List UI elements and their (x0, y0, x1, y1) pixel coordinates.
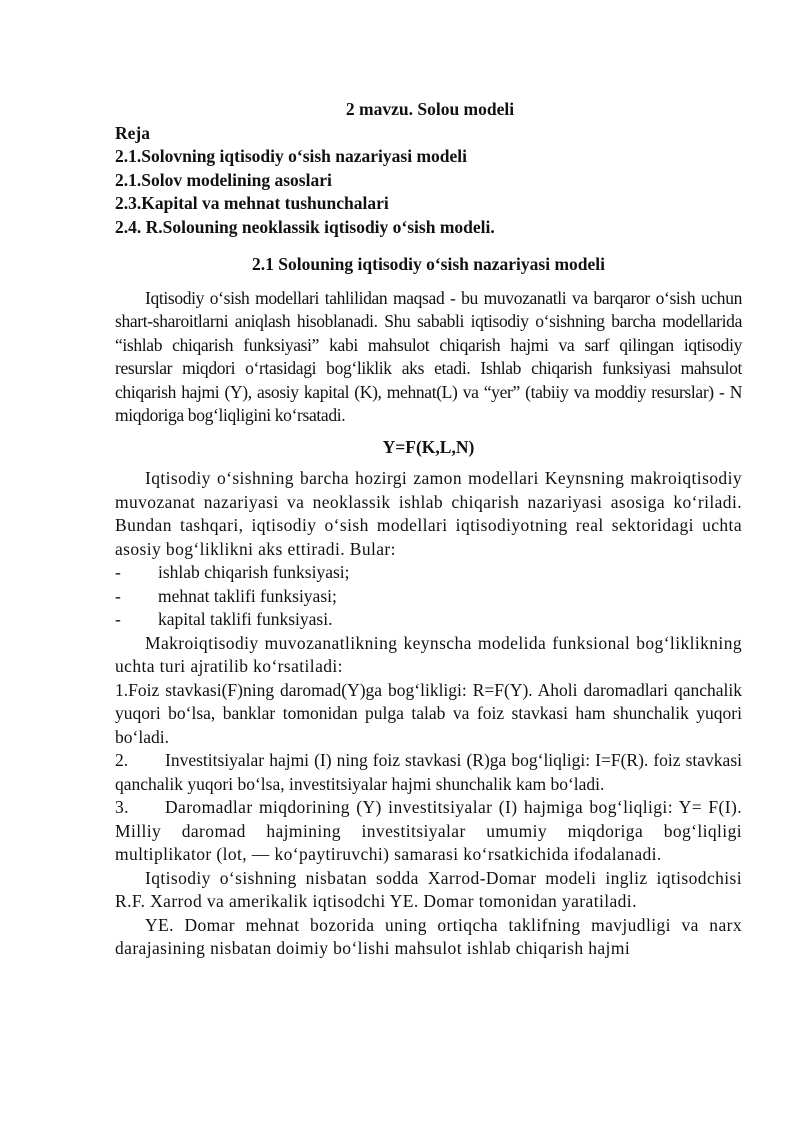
item-number: 2. (115, 750, 129, 770)
plan-item: 2.1.Solov modelining asoslari (115, 169, 332, 190)
list-item-text: kapital taklifi funksiyasi. (158, 609, 333, 629)
list-item-text: ishlab chiqarish funksiyasi; (158, 562, 350, 582)
list-item (115, 608, 742, 632)
document-page (115, 98, 742, 961)
paragraph: Makroiqtisodiy muvozanatlikning keynscha modelida funksional bog‘liklikning uchta turi ajratilib ko‘rsatiladi: (115, 632, 742, 676)
paragraph: YE. Domar mehnat bozorida uning ortiqcha taklifning mavjudligi va narx darajasining nisbatan doimiy bo‘lishi mahsulot ishlab chiqarish hajmi (115, 914, 742, 958)
numbered-paragraph: 1.Foiz stavkasi(F)ning daromad(Y)ga bog‘likligi: R=F(Y). Aholi daromadlari qanchalik yuqori bo‘lsa, banklar tomonidan pulga talab va foiz stavkasi ham shunchalik yuqori bo‘ladi. (115, 679, 742, 747)
paragraph: Iqtisodiy o‘sishning barcha hozirgi zamon modellari Keynsning makroiqtisodiy muvozanat nazariyasi va neoklassik ishlab chiqarish nazariyasi asosiga ko‘riladi. Bundan tashqari, iqtisodiy o‘sish modellari iqtisodiyotning real sektoridagi uchta asosiy bog‘liklikni aks ettiradi. Bular: (115, 468, 742, 559)
plan-item: 2.3.Kapital va mehnat tushunchalari (115, 193, 389, 213)
plan-item: 2.1.Solovning iqtisodiy o‘sish nazariyasi modeli (115, 146, 468, 166)
item-number: 3. (115, 797, 129, 817)
list-item-text: mehnat taklifi funksiyasi; (158, 585, 337, 606)
numbered-paragraph-text: Investitsiyalar hajmi (I) ning foiz stavkasi (R)ga bog‘liqligi: I=F(R). foiz stavkasi qanchalik yuqori bo‘lsa, investitsiyalar hajmi shunchalik kam bo‘ladi. (115, 750, 742, 794)
numbered-paragraph (115, 796, 742, 867)
section-heading: 2.1 Solouning iqtisodiy o‘sish nazariyasi modeli (252, 254, 605, 274)
list-dash: - (115, 585, 121, 606)
list-item (115, 561, 742, 585)
numbered-paragraph (115, 749, 742, 796)
list-dash: - (115, 562, 121, 582)
paragraph: Iqtisodiy o‘sish modellari tahlilidan maqsad - bu muvozanatli va barqaror o‘sish uchun shart-sharoitlarni aniqlash hisoblanadi. Shu sababli iqtisodiy o‘sishning barcha modellarida “ishlab chiqarish funksiyasi” kabi mahsulot chiqarish hajmi va sarf qilingan iqtisodiy resurslar miqdori o‘rtasidagi bog‘liklik aks etadi. Ishlab chiqarish funksiyasi mahsulot chiqarish hajmi (Y), asosiy kapital (K), mehnat(L) va “yer” (tabiiy va moddiy resurslar) - N miqdoriga bog‘liqligini ko‘rsatadi. (115, 287, 742, 425)
list-dash: - (115, 609, 121, 629)
list-item (115, 585, 742, 609)
numbered-paragraph-text: Daromadlar miqdorining (Y) investitsiyalar (I) hajmiga bog‘liqligi: Y= F(I). Milliy daromad hajmining investitsiyalar umumiy miqdoriga bog‘liqligi multiplikator (lot, — ko‘paytiruvchi) samarasi ko‘rsatkichida ifodalanadi. (115, 797, 742, 864)
page-title: 2 mavzu. Solou modeli (345, 99, 515, 119)
paragraph: Iqtisodiy o‘sishning nisbatan sodda Xarrod-Domar modeli ingliz iqtisodchisi R.F. Xarrod va amerikalik iqtisodchi YE. Domar tomonidan yaratiladi. (115, 867, 742, 911)
formula: Y=F(K,L,N) (382, 436, 475, 457)
plan-heading: Reja (115, 122, 150, 143)
plan-item: 2.4. R.Solouning neoklassik iqtisodiy o‘sish modeli. (115, 216, 495, 237)
